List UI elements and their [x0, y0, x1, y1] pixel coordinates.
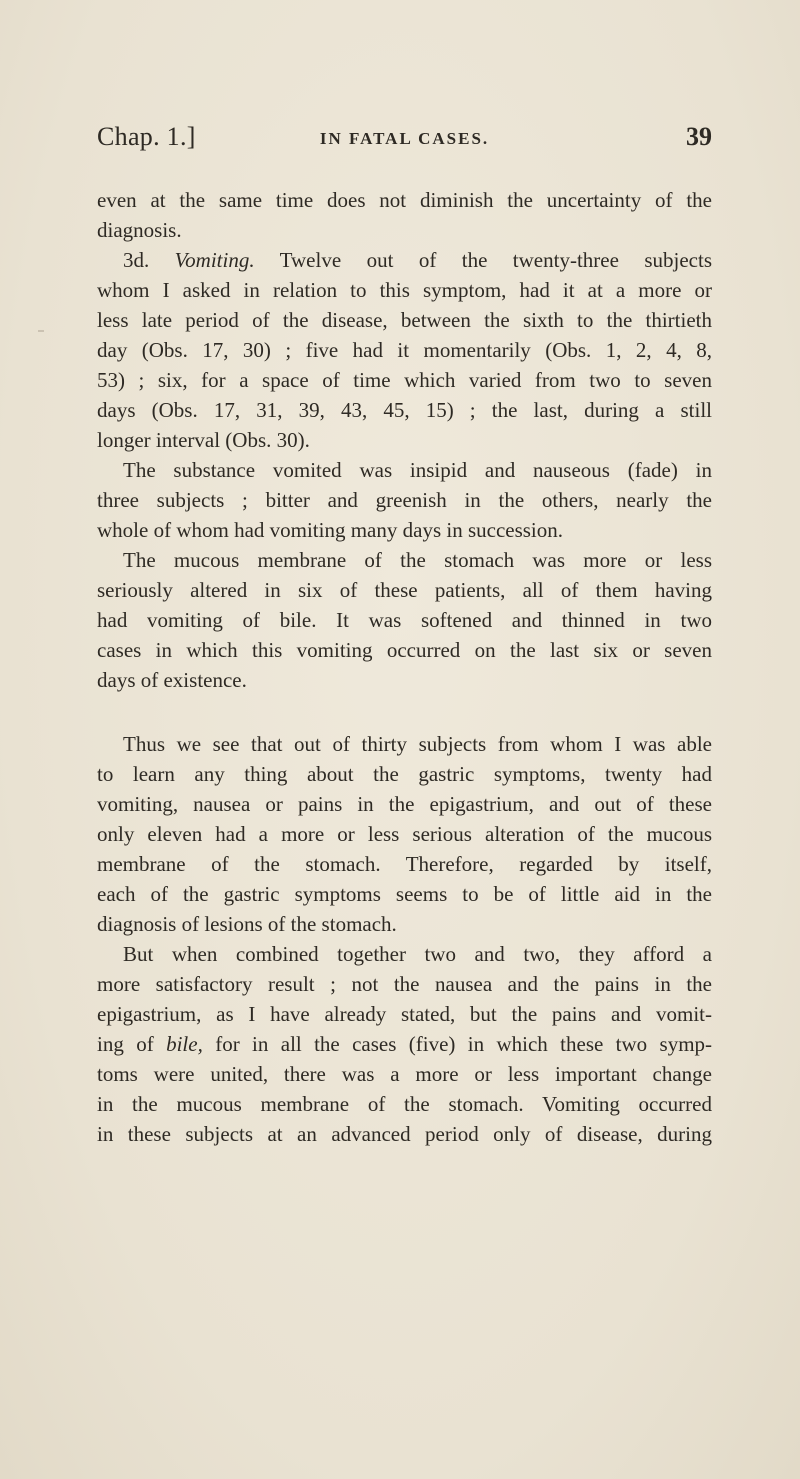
text-line: days (Obs. 17, 31, 39, 43, 45, 15) ; the last, during a still [97, 398, 712, 422]
page-number: 39 [686, 122, 712, 151]
section-heading-line [97, 245, 712, 275]
text-line: The mucous membrane of the stomach was more or less [123, 548, 712, 572]
text-line: whom I asked in relation to this symptom, had it at a more or [97, 278, 712, 302]
text-line: even at the same time does not diminish the uncertainty of the [97, 188, 712, 212]
text-line: cases in which this vomiting occurred on the last six or seven [97, 638, 712, 662]
text-line: more satisfactory result ; not the nausea and the pains in the [97, 972, 712, 996]
text-line: epigastrium, as I have already stated, but the pains and vomit- [97, 1002, 712, 1026]
text-line: only eleven had a more or less serious alteration of the mucous [97, 822, 712, 846]
text-line: diagnosis. [97, 218, 182, 242]
text-line: less late period of the disease, between the sixth to the thirtieth [97, 308, 712, 332]
text-line: had vomiting of bile. It was softened and thinned in two [97, 608, 712, 632]
text-run: for in all the cases (five) in which these two symp- [215, 1032, 712, 1056]
text-line: each of the gastric symptoms seems to be of little aid in the [97, 882, 712, 906]
italic-term-bile: bile, [166, 1032, 203, 1056]
text-line: 53) ; six, for a space of time which varied from two to seven [97, 368, 712, 392]
text-line: The substance vomited was insipid and nauseous (fade) in [123, 458, 712, 482]
text-line: seriously altered in six of these patients, all of them having [97, 578, 712, 602]
text-run: Twelve out of the twenty-three subjects [279, 248, 712, 272]
text-line: day (Obs. 17, 30) ; five had it momentarily (Obs. 1, 2, 4, 8, [97, 338, 712, 362]
text-line: toms were united, there was a more or less important change [97, 1062, 712, 1086]
section-heading-vomiting: Vomiting. [174, 248, 255, 272]
text-line: longer interval (Obs. 30). [97, 428, 310, 452]
paragraph-gap [97, 695, 712, 729]
page-speck [38, 330, 44, 332]
running-title: IN FATAL CASES. [319, 129, 490, 148]
text-line: membrane of the stomach. Therefore, regarded by itself, [97, 852, 712, 876]
text-line: But when combined together two and two, they afford a [123, 942, 712, 966]
text-line: diagnosis of lesions of the stomach. [97, 912, 397, 936]
text-line: in these subjects at an advanced period only of disease, during [97, 1122, 712, 1146]
text-line: in the mucous membrane of the stomach. Vomiting occurred [97, 1092, 712, 1116]
running-header [97, 122, 712, 162]
section-number: 3d. [123, 248, 150, 272]
text-run: ing of [97, 1032, 154, 1056]
chapter-label: Chap. 1.] [97, 122, 196, 151]
text-line: to learn any thing about the gastric symptoms, twenty had [97, 762, 712, 786]
text-line: days of existence. [97, 668, 247, 692]
text-line: Thus we see that out of thirty subjects from whom I was able [123, 732, 712, 756]
body-text [97, 185, 712, 1149]
text-line: whole of whom had vomiting many days in succession. [97, 518, 564, 542]
text-line-with-italic [97, 1029, 712, 1059]
text-line: three subjects ; bitter and greenish in the others, nearly the [97, 488, 712, 512]
text-line: vomiting, nausea or pains in the epigastrium, and out of these [97, 792, 712, 816]
